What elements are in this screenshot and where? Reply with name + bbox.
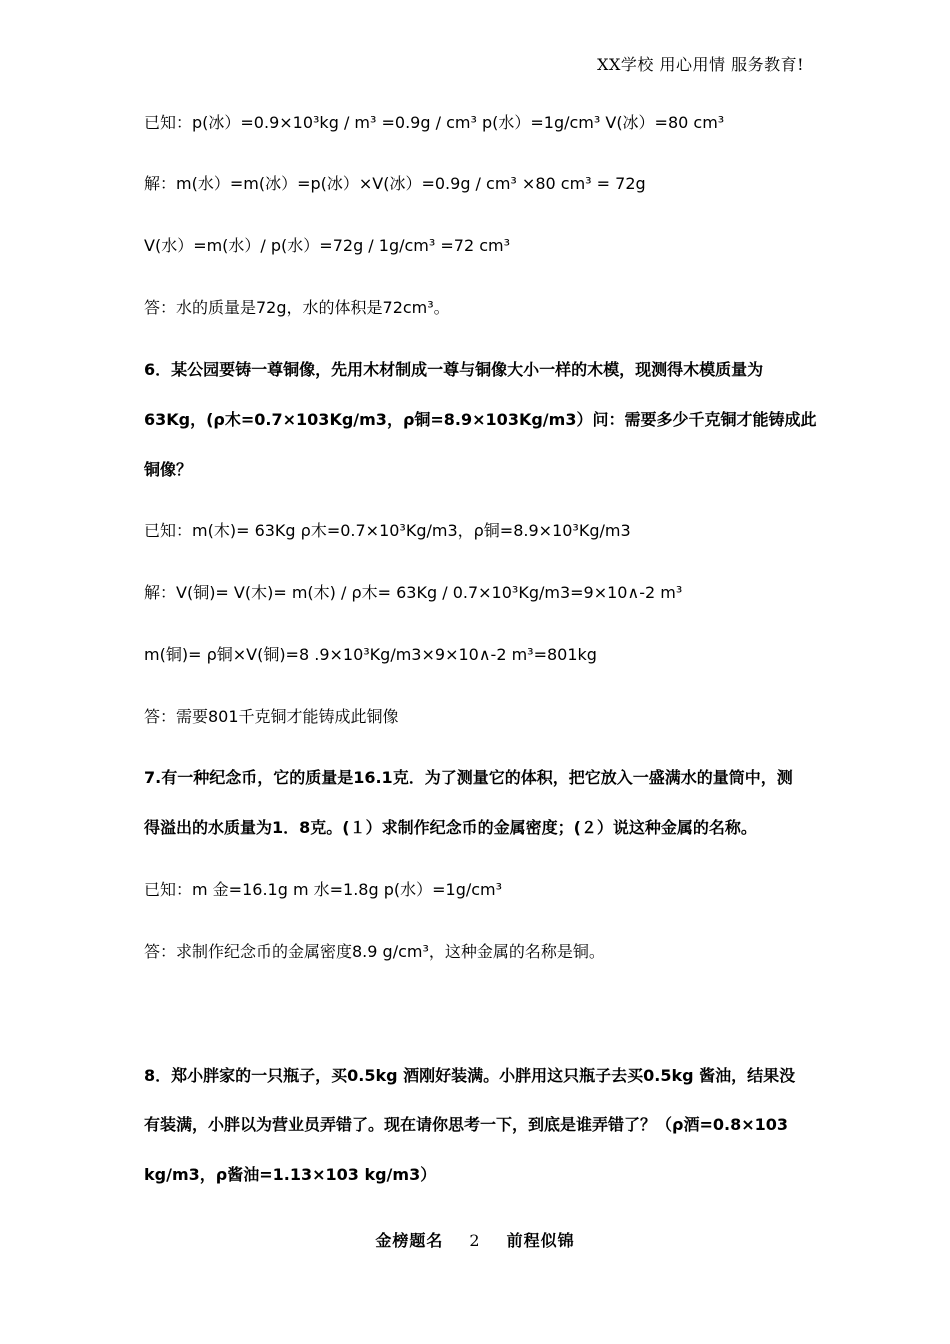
text-line: 答：需要801千克铜才能铸成此铜像 [144, 707, 399, 726]
page-footer [0, 1228, 950, 1251]
text-line: 已知：p(冰）=0.9×10³kg / m³ =0.9g / cm³ p(水）=1g∕cm³ V(冰）=80 cm³ [144, 113, 725, 132]
text-line: 已知：m 金=16.1g m 水=1.8g p(水）=1g∕cm³ [144, 880, 503, 899]
question-line: 6．某公园要铸一尊铜像，先用木材制成一尊与铜像大小一样的木模，现测得木模质量为 [144, 360, 764, 379]
page-header: XX学校 用心用情 服务教育! [597, 55, 804, 74]
footer-left-text: 金榜题名 [375, 1231, 444, 1250]
footer-right-text: 前程似锦 [506, 1231, 575, 1250]
question-line: 7.有一种纪念币，它的质量是16.1克．为了测量它的体积，把它放入一盛满水的量筒中，测 [144, 768, 793, 787]
text-line: 解：V(铜)= V(木)= m(木) / ρ木= 63Kg / 0.7×10³Kg/m3=9×10∧-2 m³ [144, 583, 683, 602]
text-line: 解：m(水）=m(冰）=p(冰）×V(冰）=0.9g / cm³ ×80 cm³ = 72g [144, 174, 646, 193]
page-number: 2 [469, 1231, 481, 1250]
text-line: V(水）=m(水）/ p(水）=72g / 1g∕cm³ =72 cm³ [144, 236, 511, 255]
question-line: kg/m3，ρ酱油=1.13×103 kg/m3） [144, 1165, 437, 1184]
question-line: 得溢出的水质量为1．8克。(１）求制作纪念币的金属密度；(２）说这种金属的名称。 [144, 818, 757, 837]
text-line: 答：求制作纪念币的金属密度8.9 g∕cm³，这种金属的名称是铜。 [144, 942, 605, 961]
question-line: 8．郑小胖家的一只瓶子，买0.5kg 酒刚好装满。小胖用这只瓶子去买0.5kg 酱油，结果没 [144, 1066, 796, 1085]
text-line: 已知：m(木)= 63Kg ρ木=0.7×10³Kg/m3，ρ铜=8.9×10³Kg/m3 [144, 521, 631, 540]
question-line: 有装满，小胖以为营业员弄错了。现在请你思考一下，到底是谁弄错了？（ρ酒=0.8×103 [144, 1115, 789, 1134]
text-line: m(铜)= ρ铜×V(铜)=8 .9×10³Kg/m3×9×10∧-2 m³=801kg [144, 645, 597, 664]
question-line: 63Kg，(ρ木=0.7×103Kg/m3，ρ铜=8.9×103Kg/m3）问：需要多少千克铜才能铸成此 [144, 410, 817, 429]
question-line: 铜像？ [144, 460, 193, 479]
text-line: 答：水的质量是72g，水的体积是72cm³。 [144, 298, 450, 317]
